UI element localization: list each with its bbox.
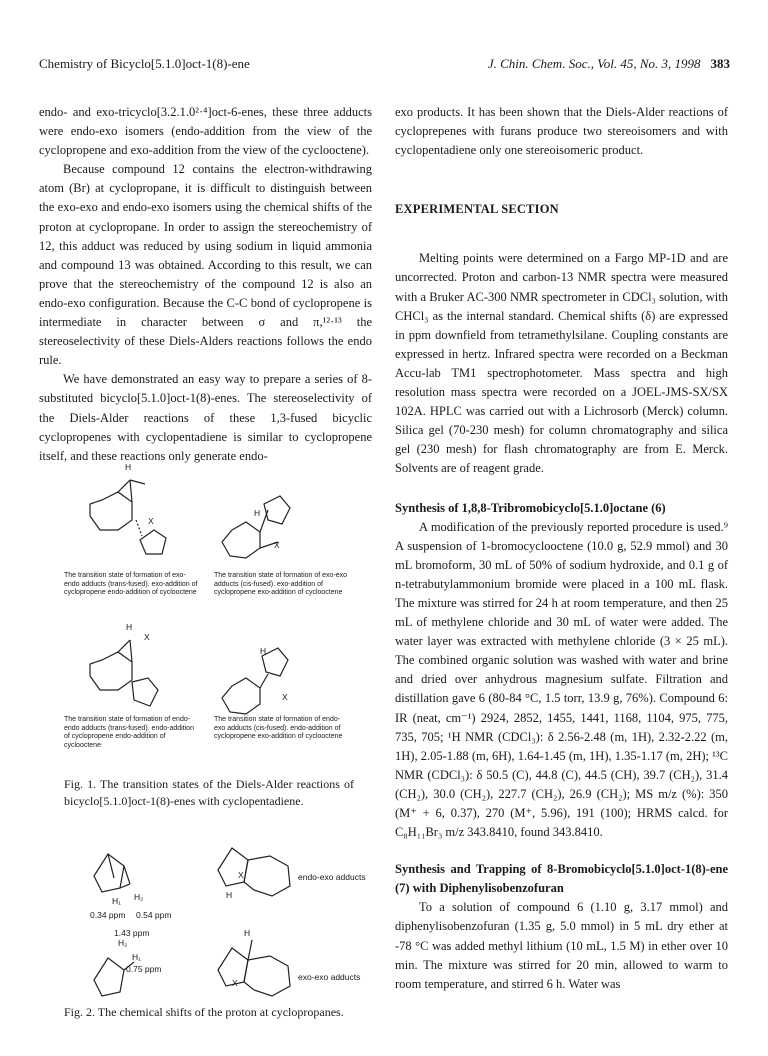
paragraph: Because compound 12 contains the electron-withdrawing atom (Br) at cyclopropane, it is difficult to distinguish between the exo-exo and endo-exo isomers using the chemical shifts of the proton at cyclopropane. In order to assign the stereochemistry of 12, this adduct was reduced by using sodium in liquid ammonia and compound 13 was obtained. According to this result, we can prove that the stereochemistry of the compound 12 is also an endo-exo configuration. Because the C-C bond of cyclopropene is intermediate in character between σ and π,¹²·¹³ the stereoselectivity of these Diels-Alders reactions follows the endo rule.	[39, 162, 372, 368]
paragraph: To a solution of compound 6 (1.10 g, 3.17 mmol) and diphenylisobenzofuran (1.35 g, 5.0 mmol) in 5 mL dry ether at -78 °C was added methyl lithium (10 mL, 1.5 M) in ether over 10 min. The mixture was stirred for 20 min, allowed to warm to room temperature, and stirred 6 h. Water was	[395, 900, 728, 991]
atom-h: H	[260, 646, 267, 656]
figure-1	[60, 460, 360, 760]
atom-x: X	[282, 692, 288, 702]
label-h2: H₂	[118, 938, 128, 948]
atom-h: H	[126, 622, 133, 632]
atom-h: H	[125, 462, 132, 472]
shift-h2-alt: 1.43 ppm	[114, 928, 150, 938]
label-h1: H₁	[132, 952, 142, 962]
atom-x: X	[148, 516, 154, 526]
figure-1-caption: Fig. 1. The transition states of the Diels-Alder reactions of bicyclo[5.1.0]oct-1(8)-enes with cyclopentadiene.	[64, 777, 354, 808]
atom-h: H	[254, 508, 261, 518]
atom-x: X	[232, 978, 238, 988]
paragraph: We have demonstrated an easy way to prepare a series of 8-substituted bicyclo[5.1.0]oct-1(8)-enes. The stereoselectivity of the Diels-Alder reactions of these 1,3-fused bicyclic cyclopropenes with cyclopentadiene is similar to cyclopropene itself, and these reactions only generate endo-	[39, 372, 372, 463]
shift-h2: 0.54 ppm	[136, 910, 172, 920]
structure-exo-exo-adduct	[208, 930, 328, 1010]
atom-h: H	[226, 890, 233, 900]
journal-name: J. Chin. Chem. Soc., Vol. 45, No. 3, 1998	[487, 56, 701, 71]
paragraph: A modification of the previously reported procedure is used.⁹ A suspension of 1-bromocyclooctene (10.0 g, 52.9 mmol) and 30 mL bromoform, 30 mL of 50% of sodium hydroxide, and 0.1 g of n-tetrabutylammonium bromide were placed in a 100 mL flask. The mixture was stirred for 24 h at room temperature, and then 25 mL of methylene chloride and 30 mL of water were added. The water layer was extracted with methylene chloride (3 × 25 mL). The combined organic solution was washed with water and brine and dried over anhydrous magnesium sulfate. Filtration and distillation gave 6 (80-84 °C, 1.5 torr, 13.9 g, 76%). Compound 6: IR (neat, cm⁻¹) 2924, 2852, 1455, 1441, 1168, 1104, 975, 775, 735, 705; ¹H NMR (CDCl₃): δ 2.56-2.48 (m, 1H), 2.32-2.22 (m, 1H), 2.05-1.88 (m, 6H), 1.64-1.45 (m, 1H), 1.35-1.17 (m, 2H); ¹³C NMR (CDCl₃): δ 50.5 (C), 44.8 (C), 44.5 (CH), 39.7 (CH₂), 31.4 (CH₂), 30.0 (CH₂), 227.7 (CH₂), 26.9 (CH₂); MS m/z (%): 350 (M⁺ + 6, 0.37), 270 (M⁺, 5.96), 191 (100); HRMS calcd. for C₈H₁₁Br₃ m/z 343.8410, found 343.8410.	[395, 519, 728, 840]
atom-x: X	[274, 540, 280, 550]
journal-citation	[488, 56, 730, 72]
shift-h1: 0.34 ppm	[90, 910, 126, 920]
structure-top-left	[84, 836, 164, 906]
structure-exo-endo	[70, 460, 190, 570]
left-column	[39, 103, 372, 466]
paragraph: exo products. It has been shown that the Diels-Alder reactions of cycloprepenes with furans produce two stereoisomers and with cyclopentadiene only one stereoisomeric product.	[395, 105, 728, 158]
structure-bottom-left	[84, 940, 164, 1010]
label-h2: H₂	[134, 892, 144, 902]
subsection-heading: Synthesis of 1,8,8-Tribromobicyclo[5.1.0]octane (6)	[395, 500, 666, 515]
subsection-heading: Synthesis and Trapping of 8-Bromobicyclo[5.1.0]oct-1(8)-ene (7) with Diphenylisobenzofuran	[395, 862, 728, 896]
exo-exo-label: exo-exo adducts	[298, 972, 361, 982]
figure-2	[80, 830, 370, 1030]
atom-h: H	[244, 928, 251, 938]
paragraph: Melting points were determined on a Fargo MP-1D and are uncorrected. Proton and carbon-13 NMR spectra were measured with a Bruker AC-300 NMR spectrometer in CDCl₃ solution, with CHCl₃ as the internal standard. Chemical shifts (δ) are expressed in ppm downfield from tetramethylsilane. Coupling constants are expressed in hertz. Infrared spectra were recorded on a Beckman Accu-lab TM1 spectrophotometer. Mass spectra and high resolution mass spectra were recorded on a JOEL-JMS-SX/SX 102A. HPLC was carried out with a Lichrosorb (Merck) column. Silica gel (70-230 mesh) for column chromatography and silica gel (230 mesh) for flash chromatography are from E. Merck. Solvents are of reagent grade.	[395, 251, 728, 476]
shift-h1-alt: 0.75 ppm	[126, 964, 162, 974]
right-column	[395, 103, 728, 994]
structure-endo-endo	[70, 620, 190, 730]
atom-x: X	[238, 870, 244, 880]
section-heading: EXPERIMENTAL SECTION	[395, 202, 559, 217]
endo-exo-label: endo-exo adducts	[298, 872, 366, 882]
caption-endo-exo: The transition state of formation of endo-exo adducts (cis-fused). endo-addition of cyclopropene exo-addition of cyclooctene	[214, 716, 343, 741]
label-h1: H₁	[112, 896, 122, 906]
running-header: Chemistry of Bicyclo[5.1.0]oct-1(8)-ene	[39, 56, 250, 71]
paragraph: endo- and exo-tricyclo[3.2.1.0²·⁴]oct-6-enes, these three adducts were endo-exo isomers (endo-addition from the view of the cyclopropene and exo-addition from the view of the cyclooctene).	[39, 105, 372, 158]
page-number: 383	[710, 56, 730, 71]
caption-endo-endo: The transition state of formation of endo-endo adducts (trans-fused). endo-addition of cyclopropene endo-addition of cyclooctene	[64, 716, 194, 749]
caption-exo-exo: The transition state of formation of exo-exo adducts (cis-fused). exo-addition of cyclopropene exo-addition of cyclooctene	[214, 572, 348, 597]
caption-exo-endo: The transition state of formation of exo-endo adducts (trans-fused). exo-addition of cyclopropene endo-addition of cyclooctene	[64, 572, 198, 597]
figure-2-caption: Fig. 2. The chemical shifts of the proton at cyclopropanes.	[64, 1005, 344, 1019]
atom-x: X	[144, 632, 150, 642]
